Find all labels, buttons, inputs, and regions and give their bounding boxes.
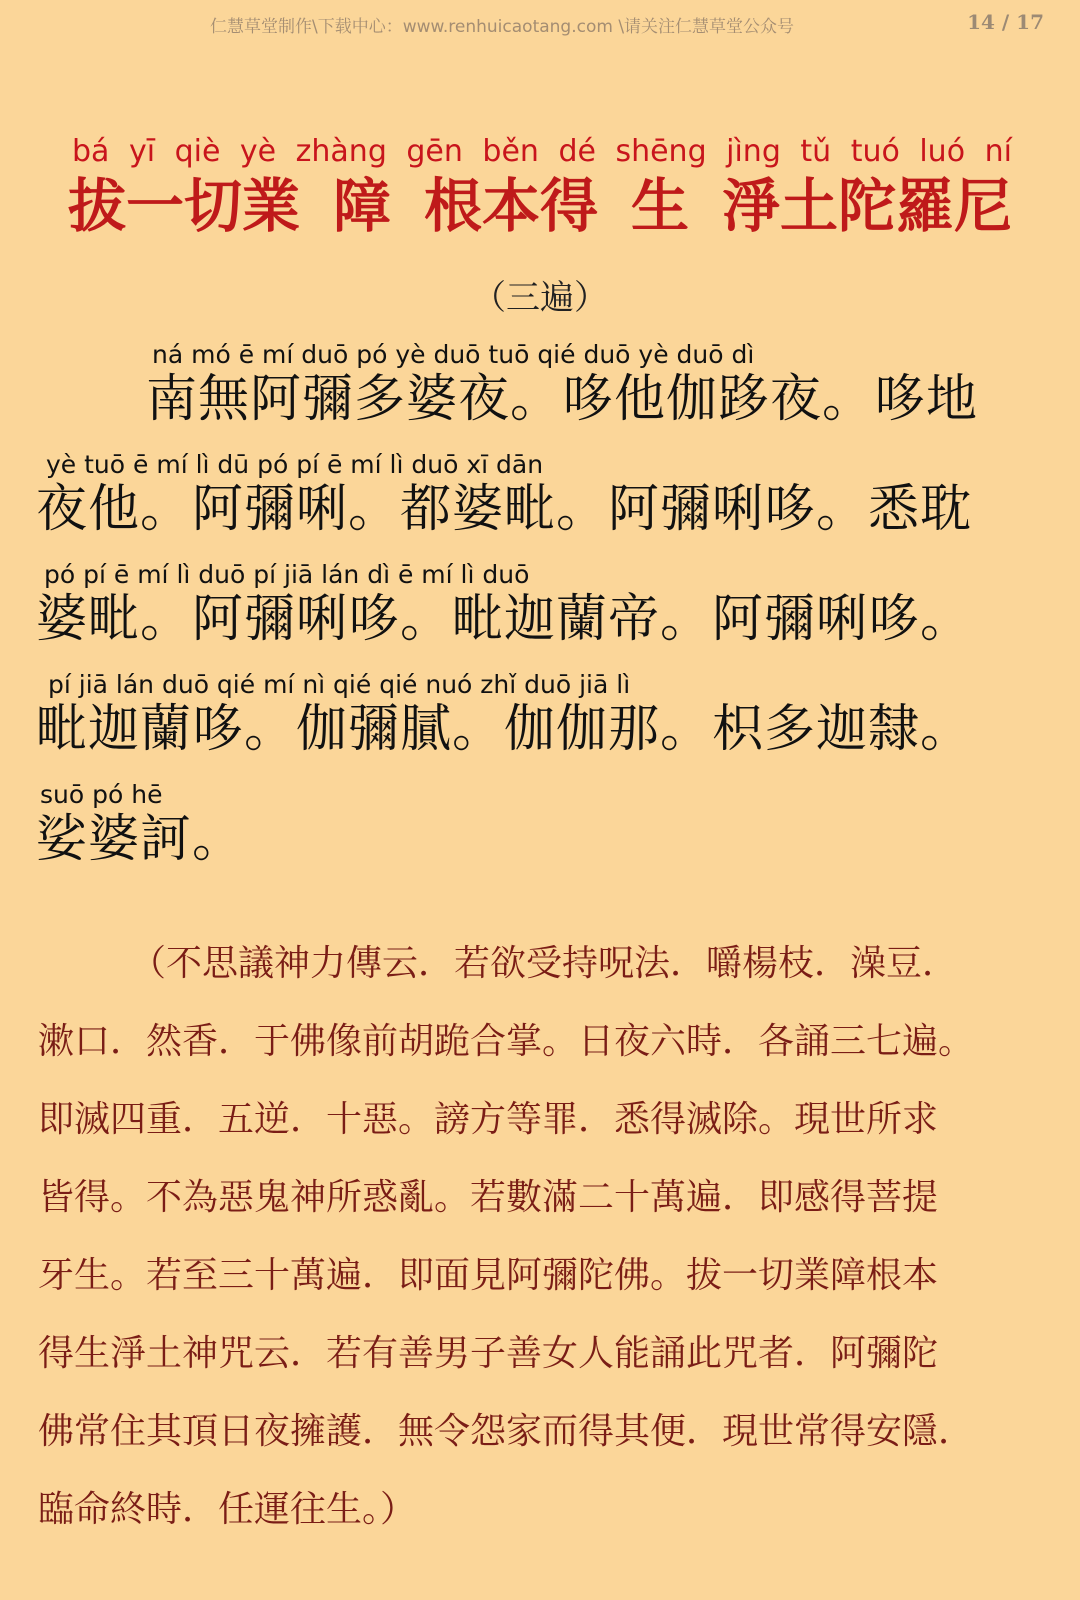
title-segment: 根本得 bbox=[423, 172, 598, 240]
commentary-line: 臨命終時．任運往生。） bbox=[38, 1489, 417, 1530]
mantra-pinyin: pí jiā lán duō qié mí nì qié qié nuó zhǐ duō jiā lì bbox=[48, 670, 631, 699]
title-segment: 拔一切業 bbox=[68, 172, 301, 240]
commentary-line: 佛常住其頂日夜擁護．無令怨家而得其便．現世常得安隱． bbox=[38, 1411, 975, 1452]
title-pinyin-syllable: tuó bbox=[850, 134, 900, 169]
commentary-line: 得生淨土神咒云．若有善男子善女人能誦此咒者．阿彌陀 bbox=[38, 1333, 939, 1374]
mantra-text: 娑婆訶。 bbox=[36, 810, 245, 869]
commentary-line: 即滅四重．五逆．十惡。謗方等罪．悉得滅除。現世所求 bbox=[38, 1099, 939, 1140]
title-pinyin-syllable: ní bbox=[984, 134, 1012, 169]
title-pinyin-syllable: tǔ bbox=[800, 134, 832, 169]
repetition-note: （三遍） bbox=[472, 278, 608, 318]
mantra-pinyin: ná mó ē mí duō pó yè duō tuō qié duō yè duō dì bbox=[152, 340, 755, 369]
mantra-pinyin: yè tuō ē mí lì dū pó pí ē mí lì duō xī dān bbox=[46, 450, 544, 479]
title-pinyin-syllable: jìng bbox=[726, 134, 781, 169]
title-pinyin-syllable: bá bbox=[72, 134, 110, 169]
mantra-text: 夜他。阿彌唎。都婆毗。阿彌唎哆。悉耽 bbox=[36, 480, 973, 539]
title-pinyin-syllable: gēn bbox=[406, 134, 463, 169]
header-source-text: 仁慧草堂制作\下载中心：www.renhuicaotang.com \请关注仁慧草堂公众号 bbox=[210, 17, 795, 37]
title-pinyin-syllable: běn bbox=[482, 134, 539, 169]
title-pinyin-syllable: zhàng bbox=[295, 134, 387, 169]
mantra-text: 婆毗。阿彌唎哆。毗迦蘭帝。阿彌唎哆。 bbox=[36, 590, 973, 649]
mantra-text: 毗迦蘭哆。伽彌膩。伽伽那。枳多迦隸。 bbox=[36, 700, 973, 759]
title-pinyin-syllable: shēng bbox=[615, 134, 707, 169]
page-number: 14 / 17 bbox=[967, 10, 1044, 34]
commentary-line: （不思議神力傳云．若欲受持呪法．嚼楊枝．澡豆． bbox=[130, 943, 959, 984]
commentary-line: 牙生。若至三十萬遍．即面見阿彌陀佛。拔一切業障根本 bbox=[38, 1255, 939, 1296]
title-segment: 障 bbox=[332, 172, 391, 240]
title-segment: 生 bbox=[630, 172, 689, 240]
title-pinyin-syllable: yī bbox=[128, 134, 156, 169]
commentary-paragraph bbox=[38, 925, 1048, 1549]
title-pinyin-syllable: dé bbox=[558, 134, 596, 169]
mantra-pinyin: pó pí ē mí lì duō pí jiā lán dì ē mí lì duō bbox=[44, 560, 530, 589]
page-header bbox=[0, 10, 1080, 40]
title-segment: 淨土陀羅尼 bbox=[721, 172, 1012, 240]
mantra-text: 南無阿彌多婆夜。哆他伽跢夜。哆地 bbox=[146, 370, 979, 429]
commentary-line: 皆得。不為惡鬼神所惑亂。若數滿二十萬遍．即感得菩提 bbox=[38, 1177, 939, 1218]
title-pinyin-syllable: yè bbox=[239, 134, 277, 169]
mantra-pinyin: suō pó hē bbox=[40, 780, 163, 809]
title-pinyin-syllable: qiè bbox=[174, 134, 221, 169]
commentary-line: 漱口．然香．于佛像前胡跪合掌。日夜六時．各誦三七遍。 bbox=[38, 1021, 975, 1062]
title-pinyin-syllable: luó bbox=[919, 134, 966, 169]
page-title bbox=[68, 168, 1012, 240]
